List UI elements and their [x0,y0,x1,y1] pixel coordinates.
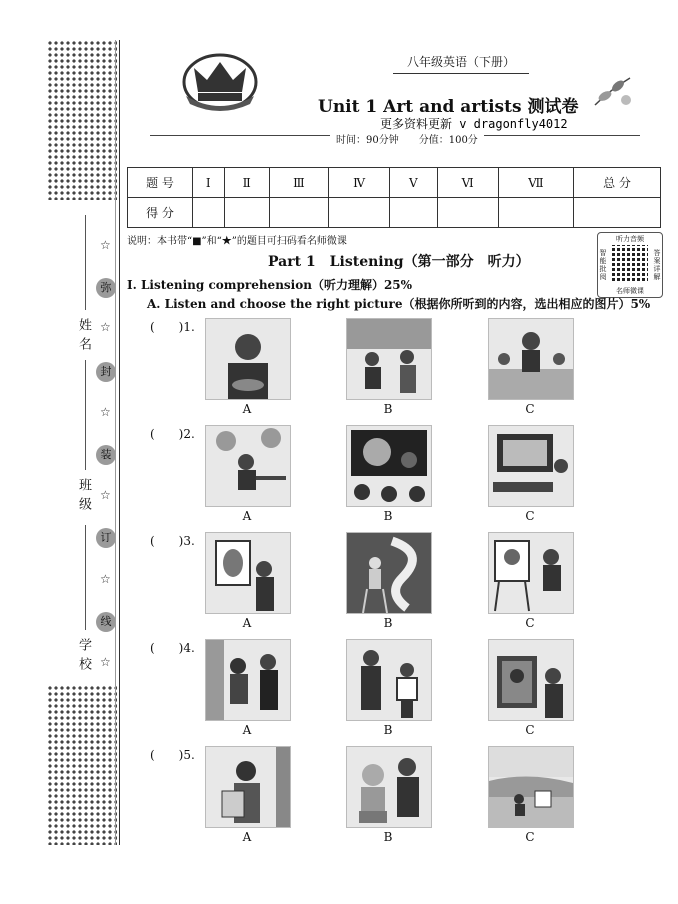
score-input-cell[interactable] [437,198,498,228]
picture-option-c[interactable] [488,639,574,721]
question-number[interactable]: ( )4. [150,641,195,655]
option-label-b: B [383,509,393,523]
flower-decoration-icon [590,70,635,115]
star-icon: ☆ [100,405,111,419]
qr-code-icon [612,245,648,281]
binding-pattern-bottom [47,685,117,845]
score-input-cell[interactable] [193,198,225,228]
picture-option-c[interactable] [488,318,574,400]
qr-bottom-label: 名师微课 [616,287,644,295]
question-number[interactable]: ( )5. [150,748,195,762]
score-input-cell[interactable] [269,198,328,228]
school-label: 学校 [76,638,91,676]
section-a-instruction: A. Listen and choose the right picture（根据你所听到的内容，选出相应的图片）5% [147,297,651,311]
qr-top-label: 听力音频 [616,235,644,243]
score-input-cell[interactable] [498,198,573,228]
picture-option-c[interactable] [488,746,574,828]
school-underline [85,525,86,630]
seal-feng: 封 [96,362,116,382]
table-cell: 总 分 [574,168,661,198]
picture-option-b[interactable] [346,318,432,400]
binding-pattern-top [47,40,117,200]
table-cell: Ⅱ [224,168,269,198]
option-label-a: A [242,830,252,844]
picture-option-a[interactable] [205,639,291,721]
score-input-cell[interactable] [390,198,437,228]
grade-label: 八年级英语（下册） [393,53,529,74]
question-number[interactable]: ( )3. [150,534,195,548]
part-title: Part 1 Listening（第一部分 听力） [268,254,530,270]
class-label: 班级 [76,478,91,516]
binding-line-outer [115,40,116,845]
section-heading: Ⅰ. Listening comprehension（听力理解）25% [127,278,413,292]
option-label-a: A [242,616,252,630]
table-cell: 得 分 [128,198,193,228]
option-label-a: A [242,723,252,737]
table-cell: Ⅰ [193,168,225,198]
qr-right-label: 答案详解 [653,249,661,281]
option-label-c: C [525,402,535,416]
star-icon: ☆ [100,655,111,669]
exam-meta: 时间：90分钟 分值：100分 [330,131,484,146]
table-cell: Ⅴ [390,168,437,198]
table-cell: Ⅶ [498,168,573,198]
crown-logo-icon [180,52,260,114]
picture-option-b[interactable] [346,639,432,721]
score-table-header-row [128,168,661,198]
star-icon: ☆ [100,320,111,334]
option-label-c: C [525,830,535,844]
binding-line [119,40,120,845]
picture-option-b[interactable] [346,532,432,614]
table-cell: 题 号 [128,168,193,198]
option-label-b: B [383,723,393,737]
option-label-b: B [383,616,393,630]
score-table [127,167,661,228]
watermark-text: 更多资料更新 v dragonfly4012 [380,117,568,131]
picture-option-c[interactable] [488,532,574,614]
instruction-note: 说明：本书带“■”和“★”的题目可扫码看名师微课 [127,236,347,247]
qr-code-box[interactable] [597,232,663,298]
option-label-b: B [383,402,393,416]
seal-zhuang: 装 [96,445,116,465]
table-cell: Ⅵ [437,168,498,198]
picture-option-a[interactable] [205,746,291,828]
score-input-cell[interactable] [224,198,269,228]
star-icon: ☆ [100,238,111,252]
question-number[interactable]: ( )1. [150,320,195,334]
option-label-a: A [242,509,252,523]
option-label-c: C [525,616,535,630]
score-input-cell[interactable] [329,198,390,228]
class-underline [85,360,86,470]
picture-option-a[interactable] [205,532,291,614]
picture-option-c[interactable] [488,425,574,507]
seal-xian: 线 [96,612,116,632]
question-number[interactable]: ( )2. [150,427,195,441]
score-table-score-row [128,198,661,228]
picture-option-a[interactable] [205,318,291,400]
qr-left-label: 智能批阅 [599,249,607,281]
option-label-a: A [242,402,252,416]
score-input-cell[interactable] [574,198,661,228]
star-icon: ☆ [100,488,111,502]
seal-ding: 订 [96,528,116,548]
option-label-c: C [525,723,535,737]
name-underline [85,215,86,310]
name-label: 姓名 [76,318,91,356]
option-label-b: B [383,830,393,844]
picture-option-b[interactable] [346,746,432,828]
picture-option-b[interactable] [346,425,432,507]
page-title: Unit 1 Art and artists 测试卷 [318,97,579,117]
option-label-c: C [525,509,535,523]
table-cell: Ⅳ [329,168,390,198]
star-icon: ☆ [100,572,111,586]
seal-mi: 弥 [96,278,116,298]
table-cell: Ⅲ [269,168,328,198]
picture-option-a[interactable] [205,425,291,507]
